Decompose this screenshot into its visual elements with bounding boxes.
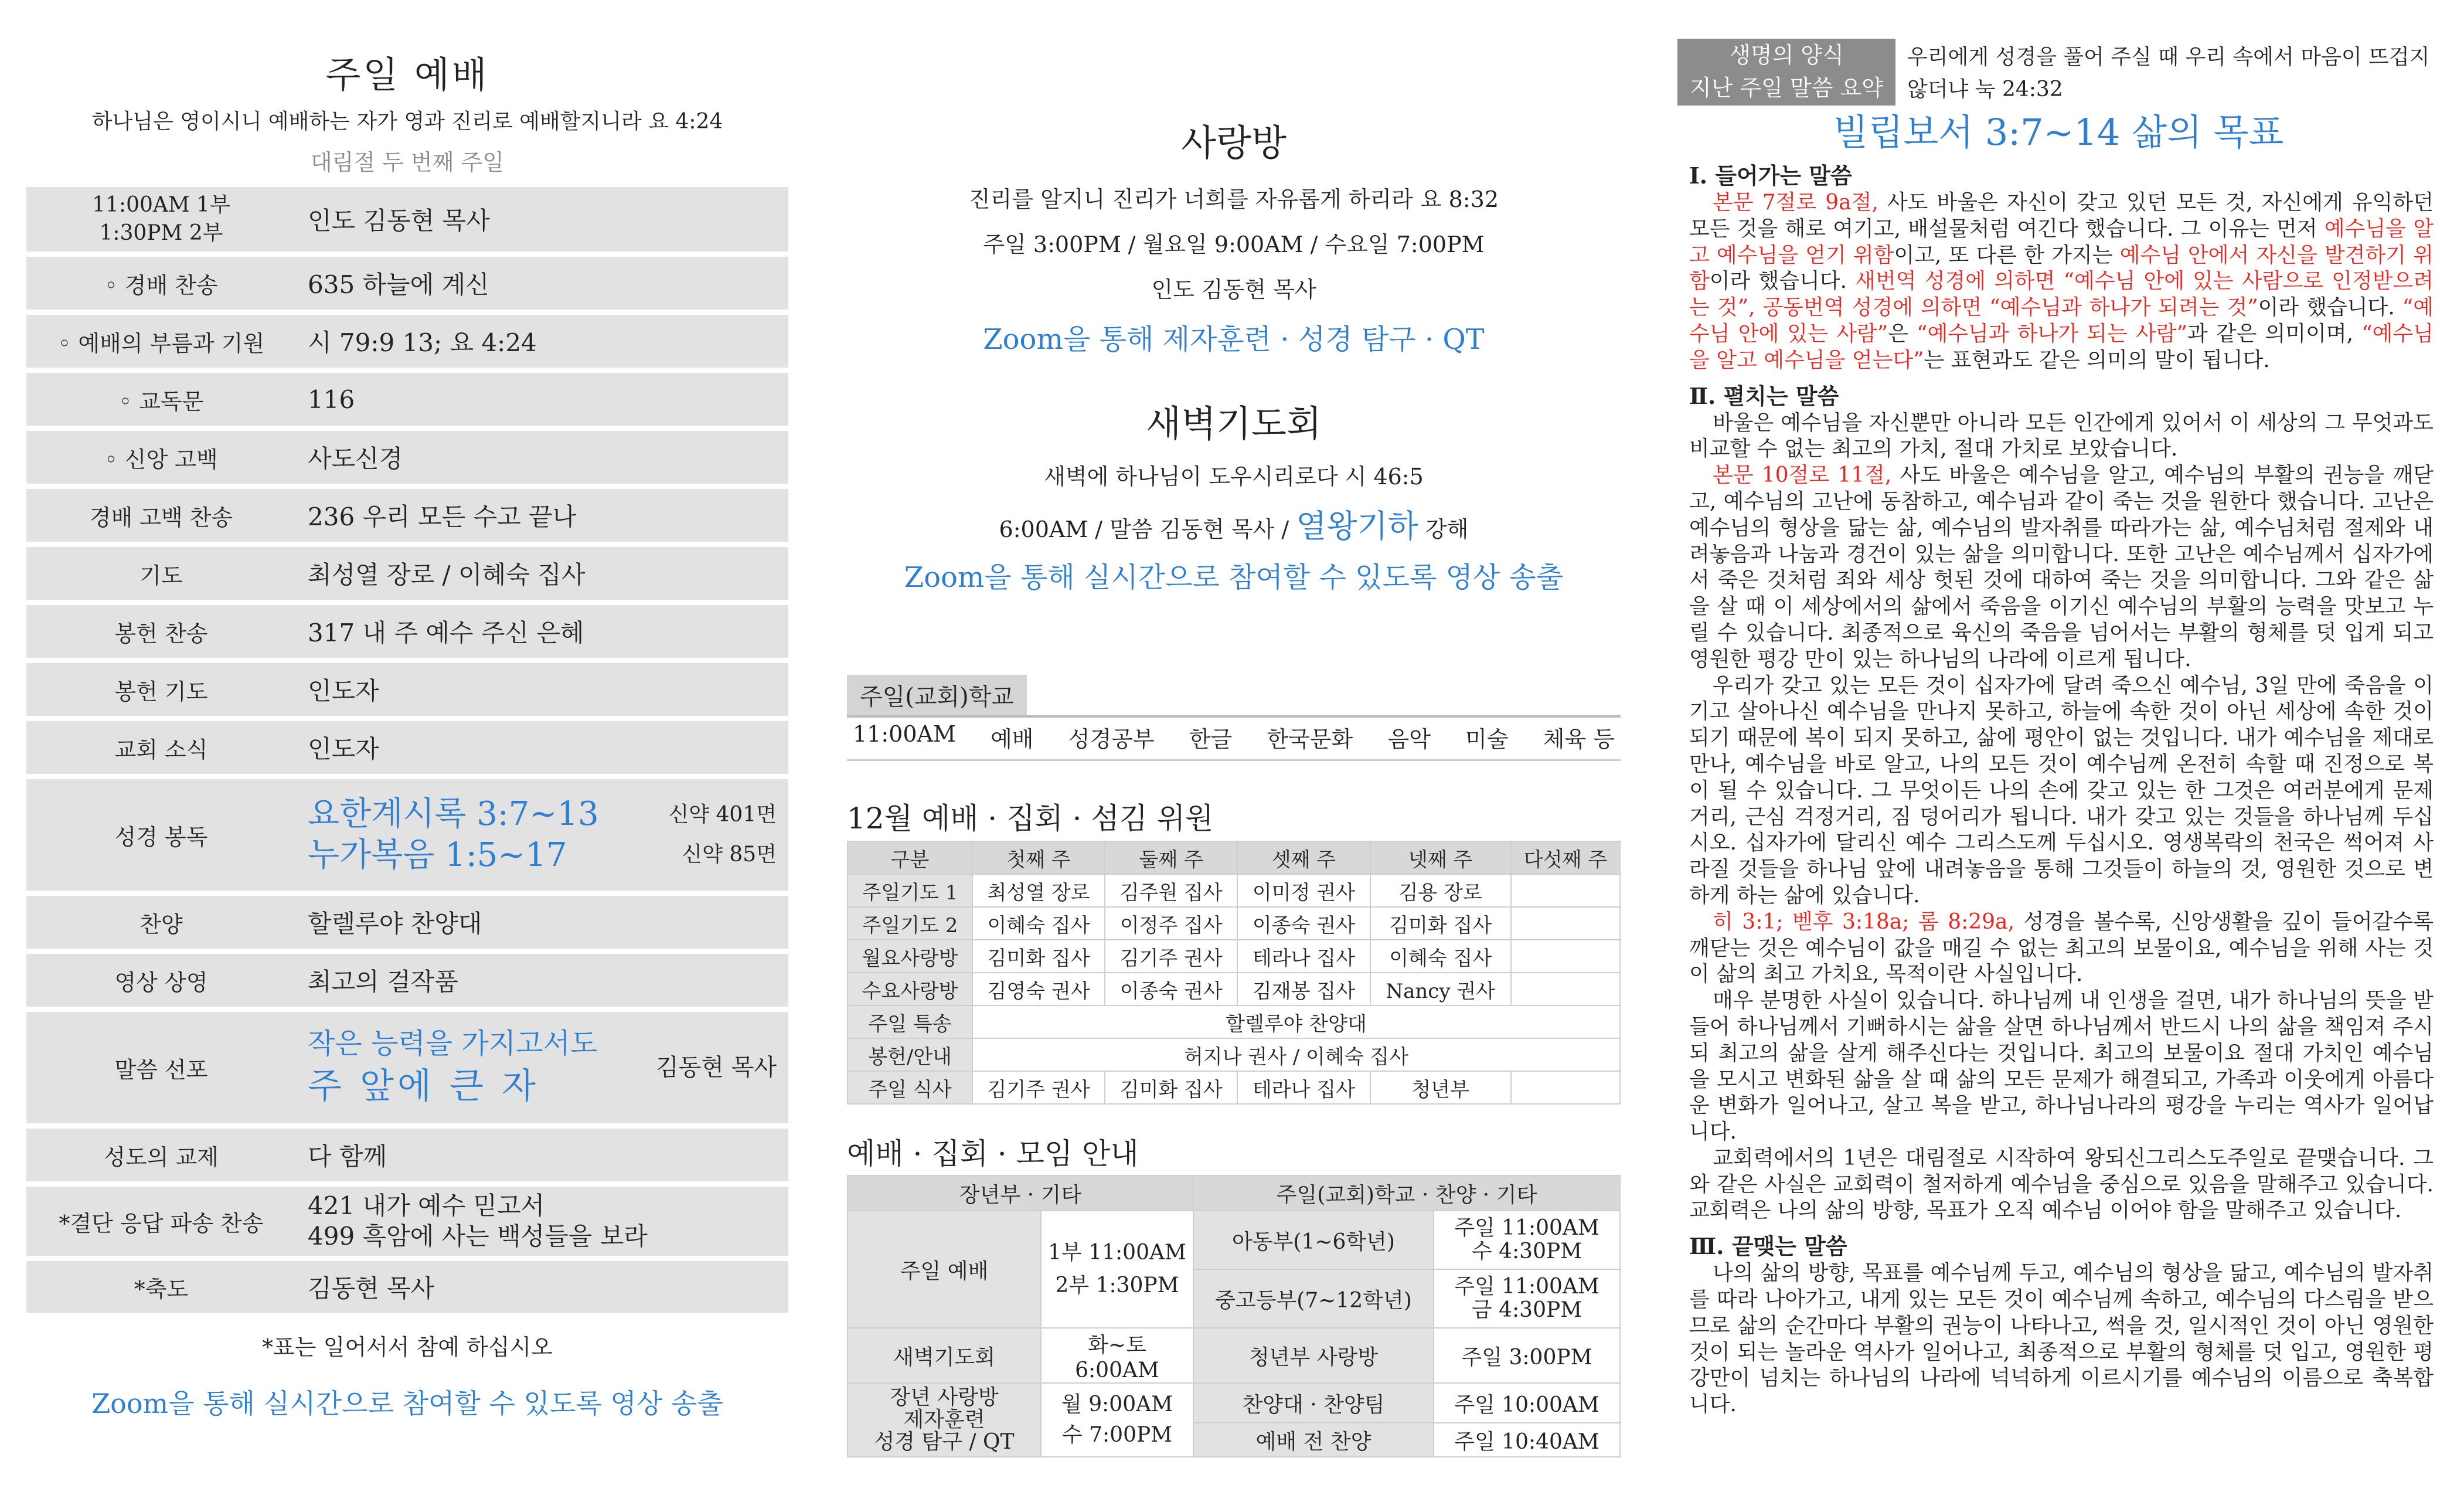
duty-header-cell: 첫째 주 <box>972 841 1105 874</box>
duty-cell <box>1511 973 1620 1005</box>
sunday-school-item: 미술 <box>1465 726 1509 752</box>
scripture-passages <box>296 794 630 876</box>
duty-cell: 김미화 집사 <box>1370 907 1511 940</box>
sermon-title-left: 작은 능력을 가지고서도 주 앞에 큰 자 <box>308 1027 598 1107</box>
duty-row-label: 주일 식사 <box>848 1071 972 1104</box>
duty-cell: 이종숙 권사 <box>1105 973 1237 1005</box>
response-hymn-row <box>26 1187 788 1256</box>
section-heading-intro: Ⅰ. 들어가는 말씀 <box>1689 162 1852 189</box>
dawn-schedule: 6:00AM / 말씀 김동현 목사 / 열왕기하 강해 <box>999 508 1469 545</box>
order-value: 최성열 장로 / 이혜숙 집사 <box>308 560 586 589</box>
sunday-school-item: 한글 <box>1189 726 1233 752</box>
order-label: ◦ 예배의 부름과 기원 <box>57 330 265 356</box>
duty-table <box>847 841 1621 1105</box>
sermon-paragraph: 본문 10절로 11절, 사도 바울은 예수님을 알고, 예수님의 부활의 권능을 깨닫고, 예수님의 고난에 동참하고, 예수님과 같이 죽는 것을 원한다 했습니다. 고난은 예수님의 형상을 닮는 삶, 예수님의 발자취를 따라가는 삶, 예수님처럼 절제와 내려놓음과 나눔과 경건이 있는 삶을 의미합니다. 또한 고난은 예수님께서 십자가에서 죽은 것처럼 죄와 세상 헛된 것에 대하여 죽는 것을 의미합니다. 그와 같은 삶을 살 때 이 세상에서의 삶에서 죽음을 이기신 예수님의 부활의 능력을 맛보고 누릴 수 있습니다. 최종적으로 육신의 죽음을 넘어서는 부활의 형체를 덧 입게 되고 영원한 평강 만이 있는 하나님의 나라에 이르게 됩니다. <box>1689 463 2434 671</box>
order-label: 교회 소식 <box>114 736 208 763</box>
duty-cell: 테라나 집사 <box>1237 940 1370 973</box>
scripture-pages: 신약 401면 신약 85면 <box>668 802 777 867</box>
order-label: 성도의 교제 <box>104 1144 219 1170</box>
sermon-paragraph: 본문 7절로 9a절, 사도 바울은 자신이 갖고 있던 모든 것, 자신에게 유익하던 모든 것을 해로 여기고, 배설물처럼 여긴다 했습니다. 그 이유는 먼저 예수님을 알고 예수님을 얻기 위함이고, 또 다른 한 가지는 예수님 안에서 자신을 발견하기 위함이라 했습니다. 새번역 성경에 의하면 “예수님 안에 있는 사람으로 인정받으려는 것”, 공동번역 성경에 의하면 “예수님과 하나가 되려는 것”이라 했습니다. “예수님 안에 있는 사람”은 “예수님과 하나가 되는 사람”과 같은 의미이며, “예수님을 알고 예수님을 얻는다”는 표현과도 같은 의미의 말이 됩니다. <box>1689 191 2434 372</box>
guide-young-time: 주일 3:00PM <box>1434 1328 1620 1383</box>
sarang-times: 주일 3:00PM / 월요일 9:00AM / 수요일 7:00PM <box>983 232 1485 257</box>
order-value: 317 내 주 예수 주신 은혜 <box>308 619 584 647</box>
order-label: ◦ 경배 찬송 <box>104 272 218 298</box>
dawn-book: 열왕기하 <box>1296 508 1418 545</box>
duty-row <box>848 1005 1620 1038</box>
order-row <box>26 1129 788 1181</box>
worship-title: 주일 예배 <box>325 53 489 96</box>
order-row <box>26 373 788 426</box>
duty-cell: 테라나 집사 <box>1237 1071 1370 1104</box>
order-label: 봉헌 찬송 <box>114 620 208 647</box>
sunday-school-item: 성경공부 <box>1068 726 1155 752</box>
sermon-row <box>26 1012 788 1123</box>
duty-cell: 할렐루야 찬양대 <box>972 1005 1620 1038</box>
guide-youth-times: 주일 11:00AM 금 4:30PM <box>1434 1269 1620 1328</box>
duty-row <box>848 1038 1620 1071</box>
duty-cell <box>1511 907 1620 940</box>
duty-header-cell: 구분 <box>848 841 972 874</box>
sermon-paragraph: 히 3:1; 벧후 3:18a; 롬 8:29a, 성경을 볼수록, 신앙생활을 깊이 들어갈수록 깨닫는 것은 예수님이 값을 매길 수 없는 최고의 보물이요, 예수님을 위해 사는 것이 삶의 최고 가치요, 목적이란 사실입니다. <box>1689 909 2434 987</box>
sarang-zoom: Zoom을 통해 제자훈련 · 성경 탐구 · QT <box>983 323 1485 356</box>
scripture-row <box>26 779 788 891</box>
order-row <box>26 605 788 658</box>
guide-head-left: 장년부 · 기타 <box>848 1175 1193 1211</box>
order-label: 찬양 <box>139 911 183 937</box>
guide-youth-label: 중고등부(7~12학년) <box>1193 1269 1434 1328</box>
duty-cell: 김영숙 권사 <box>972 973 1105 1005</box>
order-value: 635 하늘에 계신 <box>308 270 489 299</box>
zoom-notice-left: Zoom을 통해 실시간으로 참여할 수 있도록 영상 송출 <box>91 1388 723 1419</box>
dawn-verse: 새벽에 하나님이 도우시리로다 시 46:5 <box>1044 464 1424 490</box>
duty-row-label: 수요사랑방 <box>848 973 972 1005</box>
duty-header-cell: 넷째 주 <box>1370 841 1511 874</box>
service-times: 11:00AM 1부 1:30PM 2부 <box>92 193 230 245</box>
duty-row <box>848 940 1620 973</box>
order-row <box>26 896 788 949</box>
order-value: 인도자 <box>308 677 379 705</box>
duty-cell: 김미화 집사 <box>972 940 1105 973</box>
order-value: 인도자 <box>308 735 379 763</box>
duty-cell: 이종숙 권사 <box>1237 907 1370 940</box>
sermon-paragraph: 우리가 갖고 있는 모든 것이 십자가에 달려 죽으신 예수님, 3일 만에 죽음을 이기고 살아나신 예수님을 만나지 못하고, 하늘에 속한 것이 아닌 세상에 속한 것이 되기 때문에 복이 되지 못하고, 삶에 평안이 없는 것입니다. 내가 예수님을 제대로 만나, 예수님을 바로 알고, 나의 모든 것이 예수님께 온전히 속할 때 진정으로 복이 될 수 있습니다. 그 무엇이든 나의 손에 갖고 있는 한 그것은 여러분에게 문제 거리, 근심 걱정거리, 짐 덩어리가 됩니다. 내가 갖고 있는 것들을 하나님께 두십시오. 십자가에 달리신 예수 그리스도께 두십시오. 영생복락의 천국은 썩어져 사라질 것들을 하나님 앞에 내려놓음을 통해 그것들이 하늘의 것, 영원한 것으로 변하게 하는 삶에 있습니다. <box>1689 673 2434 908</box>
order-value: 다 함께 <box>308 1142 387 1171</box>
guide-adult-label: 장년 사랑방 제자훈련 성경 탐구 / QT <box>848 1383 1041 1457</box>
section-heading-body: Ⅱ. 펼치는 말씀 <box>1689 382 1839 409</box>
guide-head-right: 주일(교회)학교 · 찬양 · 기타 <box>1193 1175 1620 1211</box>
duty-cell: 김주원 집사 <box>1105 874 1237 907</box>
duty-cell: 이정주 집사 <box>1105 907 1237 940</box>
duty-row <box>848 973 1620 1005</box>
order-value: 최고의 걸작품 <box>308 967 458 996</box>
sermon-paragraph: 교회력에서의 1년은 대림절로 시작하여 왕되신그리스도주일로 끝맺습니다. 그와 같은 사실은 교회력이 철저하게 예수님을 중심으로 있음을 말해주고 있습니다. 교회력은 나의 삶의 방향, 목표가 오직 예수님 이어야 함을 말해주고 있습니다. <box>1689 1146 2434 1223</box>
worship-subtitle: 대림절 두 번째 주일 <box>311 150 504 175</box>
scripture-label: 성경 봉독 <box>114 824 208 850</box>
service-times-row <box>26 187 788 252</box>
duty-row-label: 봉헌/안내 <box>848 1038 972 1071</box>
sunday-school-title: 주일(교회)학교 <box>847 675 1027 715</box>
duty-cell <box>1511 1071 1620 1104</box>
sunday-school-item: 한국문화 <box>1267 726 1353 752</box>
order-value: 사도신경 <box>308 444 403 473</box>
order-label: ◦ 교독문 <box>118 388 204 414</box>
guide-dawn-time: 화~토 6:00AM <box>1041 1328 1193 1383</box>
duty-cell: 이미정 권사 <box>1237 874 1370 907</box>
duty-cell: 청년부 <box>1370 1071 1511 1104</box>
order-label: 영상 상영 <box>114 969 208 995</box>
duty-row <box>848 874 1620 907</box>
guide-worship-label: 주일 예배 <box>848 1211 1041 1328</box>
worship-order-panel <box>26 0 788 1421</box>
sunday-school-item: 음악 <box>1387 726 1431 752</box>
benediction-row <box>26 1261 788 1313</box>
sarang-title: 사랑방 <box>1181 121 1287 164</box>
duty-cell <box>1511 874 1620 907</box>
scripture-passage-2: 누가복음 1:5~17 <box>308 836 567 874</box>
duty-cell <box>1511 940 1620 973</box>
duty-cell: Nancy 권사 <box>1370 973 1511 1005</box>
guide-prep-time: 주일 10:40AM <box>1434 1423 1620 1457</box>
guide-kids-times: 주일 11:00AM 수 4:30PM <box>1434 1211 1620 1269</box>
sarang-verse: 진리를 알지니 진리가 너희를 자유롭게 하리라 요 8:32 <box>968 186 1499 212</box>
duty-cell: 김용 장로 <box>1370 874 1511 907</box>
sermon-summary-body <box>1689 162 2434 1418</box>
guide-choir-time: 주일 10:00AM <box>1434 1383 1620 1423</box>
sermon-paragraph: 매우 분명한 사실이 있습니다. 하나님께 내 인생을 걸면, 내가 하나님의 뜻을 받들어 하나님께서 기뻐하시는 삶을 살면 하나님께서 반드시 나의 삶을 책임져 주시되 최고의 삶을 살게 해주신다는 것입니다. 최고의 보물이요 절대 가치인 예수님을 모시고 변화된 삶을 살 때 삶의 모든 문제가 해결되고, 가족과 이웃에게 아름다운 변화가 일어나고, 살고 복을 받고, 하나님나라의 평강을 누리는 역사가 일어납니다. <box>1689 988 2434 1144</box>
duty-header-cell: 다섯째 주 <box>1511 841 1620 874</box>
order-value: 116 <box>308 385 355 414</box>
order-value: 236 우리 모든 수고 끝나 <box>308 502 577 531</box>
duty-row-label: 주일기도 1 <box>848 874 972 907</box>
duty-header-cell: 셋째 주 <box>1237 841 1370 874</box>
sermon-label: 말씀 선포 <box>114 1056 208 1083</box>
duty-row <box>848 907 1620 940</box>
sunday-school-item: 예배 <box>991 726 1034 752</box>
duty-cell: 김재봉 집사 <box>1237 973 1370 1005</box>
scripture-passage-1: 요한계시록 3:7~13 <box>308 795 599 833</box>
benediction-label: *축도 <box>134 1276 189 1302</box>
order-row <box>26 431 788 484</box>
standing-note: *표는 일어서서 참예 하십시오 <box>262 1334 553 1360</box>
sunday-school-item: 11:00AM <box>853 721 956 747</box>
guide-dawn-label: 새벽기도회 <box>848 1328 1041 1383</box>
order-label: 봉헌 기도 <box>114 678 208 705</box>
sunday-school-items <box>847 718 1621 753</box>
order-row <box>26 954 788 1007</box>
sermon-paragraph: 나의 삶의 방향, 목표를 예수님께 두고, 예수님의 형상을 닮고, 예수님의 발자취를 따라 나아가고, 내게 있는 모든 것이 예수님께 속하고, 예수님의 다스림을 받으므로 삶의 순간마다 부활의 권능이 나타나고, 썩을 것, 일시적인 것이 아닌 영원한 것이 되는 놀라운 역사가 일어나고, 최종적으로 부활의 형체를 덧 입고, 영원한 평강만이 넘치는 하나님의 나라에 넉넉하게 이르시기를 예수님의 이름으로 축복합니다. <box>1689 1261 2434 1417</box>
order-value: 시 79:9 13; 요 4:24 <box>308 328 537 357</box>
meetings-panel <box>847 0 1621 1457</box>
duty-cell: 김기주 권사 <box>1105 940 1237 973</box>
sunday-school-item: 체육 등 <box>1543 726 1615 752</box>
guide-title: 예배 · 집회 · 모임 안내 <box>847 1137 1139 1171</box>
order-row <box>26 315 788 368</box>
duty-row <box>848 1071 1620 1104</box>
response-hymn-label: *결단 응답 파송 찬송 <box>59 1210 264 1236</box>
guide-adult-times: 월 9:00AM 수 7:00PM <box>1041 1383 1193 1457</box>
guide-kids-label: 아동부(1~6학년) <box>1193 1211 1434 1269</box>
guide-prep-label: 예배 전 찬양 <box>1193 1423 1434 1457</box>
duty-cell: 이혜숙 집사 <box>972 907 1105 940</box>
order-row <box>26 489 788 542</box>
sunday-school-section <box>847 675 1621 761</box>
order-label: 기도 <box>139 562 183 589</box>
duty-row-label: 주일기도 2 <box>848 907 972 940</box>
guide-table <box>847 1175 1621 1457</box>
order-row <box>26 547 788 600</box>
order-row <box>26 721 788 774</box>
guide-choir-label: 찬양대 · 찬양팀 <box>1193 1383 1434 1423</box>
sermon-summary-panel <box>1677 0 2439 1495</box>
service-leader: 인도 김동현 목사 <box>308 206 490 235</box>
section-heading-closing: Ⅲ. 끝맺는 말씀 <box>1689 1233 1847 1260</box>
order-row <box>26 663 788 716</box>
response-hymns: 421 내가 예수 믿고서 499 흑암에 사는 백성들을 보라 <box>308 1191 648 1251</box>
sermon-summary-title: 빌립보서 3:7~14 삶의 목표 <box>1833 111 2284 154</box>
guide-worship-times: 1부 11:00AM 2부 1:30PM <box>1041 1211 1193 1328</box>
order-label: 경배 고백 찬송 <box>89 504 233 531</box>
benediction-value: 김동현 목사 <box>308 1274 435 1303</box>
worship-verse: 하나님은 영이시니 예배하는 자가 영과 진리로 예배할지니라 요 4:24 <box>91 110 723 134</box>
order-row <box>26 257 788 310</box>
duty-cell: 김미화 집사 <box>1105 1071 1237 1104</box>
sermon-summary-label: 생명의 양식 지난 주일 말씀 요약 <box>1677 39 1895 106</box>
dawn-title: 새벽기도회 <box>1146 402 1322 445</box>
duty-row-label: 월요사랑방 <box>848 940 972 973</box>
duty-cell: 허지나 권사 / 이혜숙 집사 <box>972 1038 1620 1071</box>
duty-cell: 이혜숙 집사 <box>1370 940 1511 973</box>
duty-cell: 최성열 장로 <box>972 874 1105 907</box>
sermon-preacher: 김동현 목사 <box>656 1054 777 1081</box>
duty-header-cell: 둘째 주 <box>1105 841 1237 874</box>
duty-cell: 김기주 권사 <box>972 1071 1105 1104</box>
sermon-summary-verse: 우리에게 성경을 풀어 주실 때 우리 속에서 마음이 뜨겁지 않더냐 눅 24:32 <box>1907 45 2430 101</box>
dawn-zoom: Zoom을 통해 실시간으로 참여할 수 있도록 영상 송출 <box>904 561 1564 594</box>
duty-row-label: 주일 특송 <box>848 1005 972 1038</box>
guide-young-label: 청년부 사랑방 <box>1193 1328 1434 1383</box>
duty-title: 12월 예배 · 집회 · 섬김 위원 <box>847 801 1214 835</box>
order-label: ◦ 신앙 고백 <box>104 446 218 473</box>
sermon-paragraph: 바울은 예수님을 자신뿐만 아니라 모든 인간에게 있어서 이 세상의 그 무엇과도 비교할 수 없는 최고의 가치, 절대 가치로 보았습니다. <box>1689 410 2434 461</box>
order-value: 할렐루야 찬양대 <box>308 909 482 938</box>
sarang-leader: 인도 김동현 목사 <box>1151 277 1316 303</box>
